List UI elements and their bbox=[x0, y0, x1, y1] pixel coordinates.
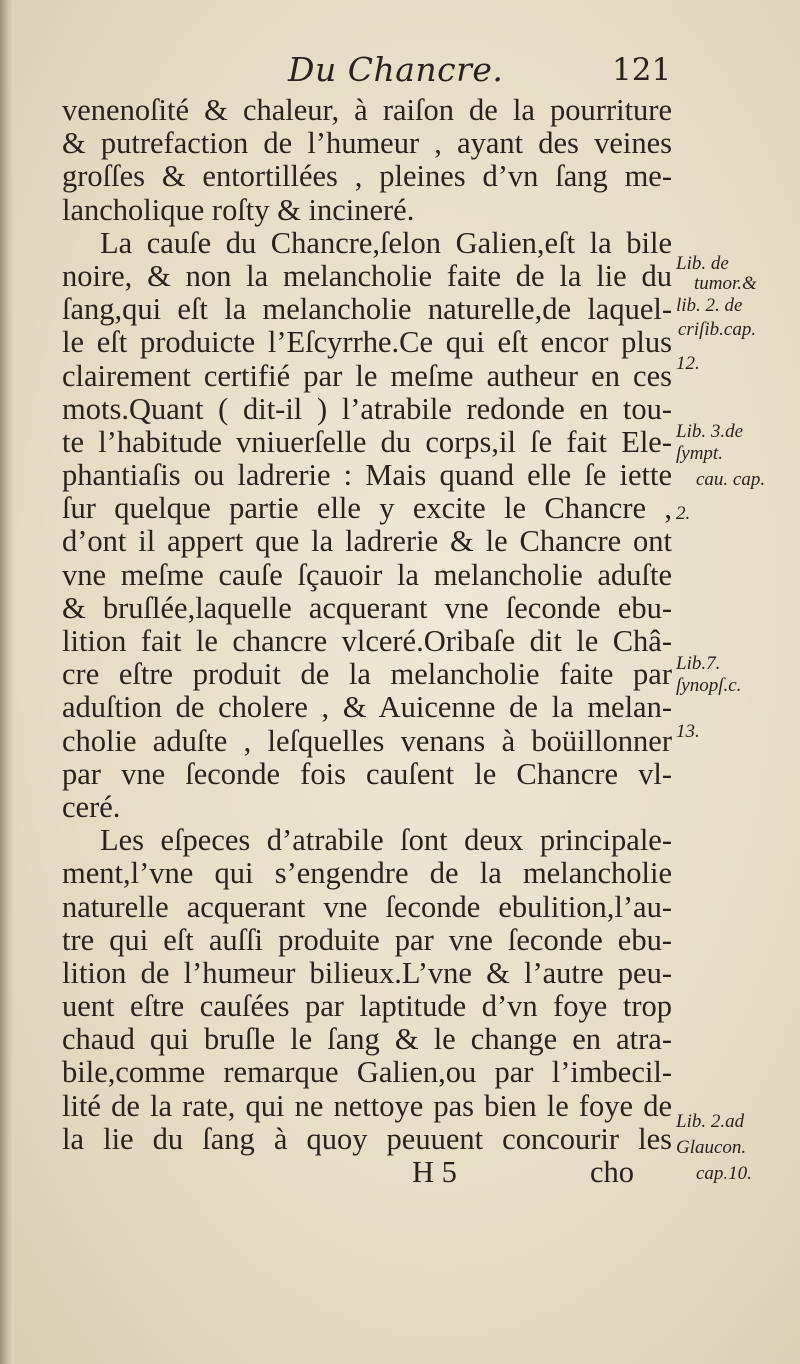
text-line: vne meſme cauſe ſçauoir la melancholie aduſte bbox=[62, 557, 672, 592]
text-line: & putrefaction de l’humeur , ayant des veines bbox=[62, 126, 672, 161]
running-title: Du Chancre. bbox=[288, 50, 504, 89]
margin-note: 12. bbox=[676, 353, 700, 374]
text-line: cholie aduſte , leſquelles venans à boüillonner bbox=[62, 723, 672, 758]
margin-note: 13. bbox=[676, 721, 700, 742]
margin-note: ſynopſ.c. bbox=[676, 675, 742, 696]
text-line: lité de la rate, qui ne nettoye pas bien le foye de bbox=[62, 1088, 672, 1123]
text-line: La cauſe du Chancre,ſelon Galien,eſt la bile bbox=[100, 225, 672, 260]
margin-note: Lib. de bbox=[676, 253, 729, 274]
body-text bbox=[62, 94, 672, 1189]
margin-note: Lib.7. bbox=[676, 653, 721, 674]
text-line: d’ont il appert que la ladrerie & le Chancre ont bbox=[62, 524, 672, 559]
text-line: ceré. bbox=[62, 789, 121, 824]
text-line: clairement certifié par le meſme autheur en ces bbox=[62, 358, 672, 393]
text-line: le eſt produicte l’Eſcyrrhe.Ce qui eſt encor plus bbox=[62, 325, 672, 360]
margin-note: cau. cap. bbox=[696, 469, 766, 490]
text-line: lancholique roſty & incineré. bbox=[62, 192, 415, 227]
text-line: la lie du ſang à quoy peuuent concourir les bbox=[62, 1121, 672, 1156]
text-line: venenoſité & chaleur, à raiſon de la pourriture bbox=[62, 93, 672, 127]
text-line: lition fait le chancre vlceré.Oribaſe dit le Châ- bbox=[62, 624, 672, 658]
text-line: par vne ſeconde fois cauſent le Chancre vl- bbox=[62, 756, 672, 791]
text-line: & bruſlée,laquelle acquerant vne ſeconde ebu- bbox=[62, 590, 672, 625]
text-line: noire, & non la melancholie faite de la lie du bbox=[62, 258, 672, 293]
text-line: ſang,qui eſt la melancholie naturelle,de laquel- bbox=[62, 292, 672, 327]
text-line: cre eſtre produit de la melancholie faite par bbox=[62, 657, 672, 692]
text-line: groſſes & entortillées , pleines d’vn ſang me- bbox=[62, 159, 672, 194]
margin-note: lib. 2. de bbox=[676, 295, 743, 316]
text-line: phantiaſis ou ladrerie : Mais quand elle ſe iette bbox=[62, 458, 672, 493]
margin-note: cap.10. bbox=[696, 1163, 752, 1184]
margin-note: Glaucon. bbox=[676, 1137, 747, 1158]
text-line: naturelle acquerant vne ſeconde ebulition,l’au- bbox=[62, 889, 672, 924]
text-line: tre qui eſt auſſi produite par vne ſeconde ebu- bbox=[62, 922, 672, 957]
text-line: bile,comme remarque Galien,ou par l’imbecil- bbox=[62, 1055, 672, 1090]
text-line: chaud qui bruſle le ſang & le change en atra- bbox=[62, 1022, 672, 1057]
margin-note: Lib. 2.ad bbox=[676, 1111, 745, 1132]
margin-note: ſympt. bbox=[676, 443, 723, 464]
footer-line bbox=[62, 1156, 672, 1189]
page-gutter-shadow bbox=[0, 0, 14, 1364]
margin-note: 2. bbox=[676, 503, 691, 524]
text-line: mots.Quant ( dit-il ) l’atrabile redonde en tou- bbox=[62, 391, 672, 426]
text-line: ment,l’vne qui s’engendre de la melancholie bbox=[62, 856, 672, 891]
margin-note: Lib. 3.de bbox=[676, 421, 744, 442]
catchword: cho bbox=[590, 1155, 635, 1189]
text-line: lition de l’humeur bilieux.L’vne & l’autre peu- bbox=[62, 955, 672, 990]
text-line: uent eſtre cauſées par laptitude d’vn foye trop bbox=[62, 989, 672, 1024]
margin-note: tumor.& bbox=[694, 273, 757, 294]
text-line: te l’habitude vniuerſelle du corps,il ſe fait Ele- bbox=[62, 424, 672, 459]
text-line: aduſtion de cholere , & Auicenne de la melan- bbox=[62, 690, 672, 725]
text-line: ſur quelque partie elle y excite le Chancre , bbox=[62, 491, 672, 526]
text-line: Les eſpeces d’atrabile ſont deux principale- bbox=[100, 823, 672, 858]
page-number: 121 bbox=[612, 52, 672, 88]
margin-note: criſib.cap. bbox=[678, 319, 757, 340]
signature-mark: H 5 bbox=[412, 1155, 457, 1189]
